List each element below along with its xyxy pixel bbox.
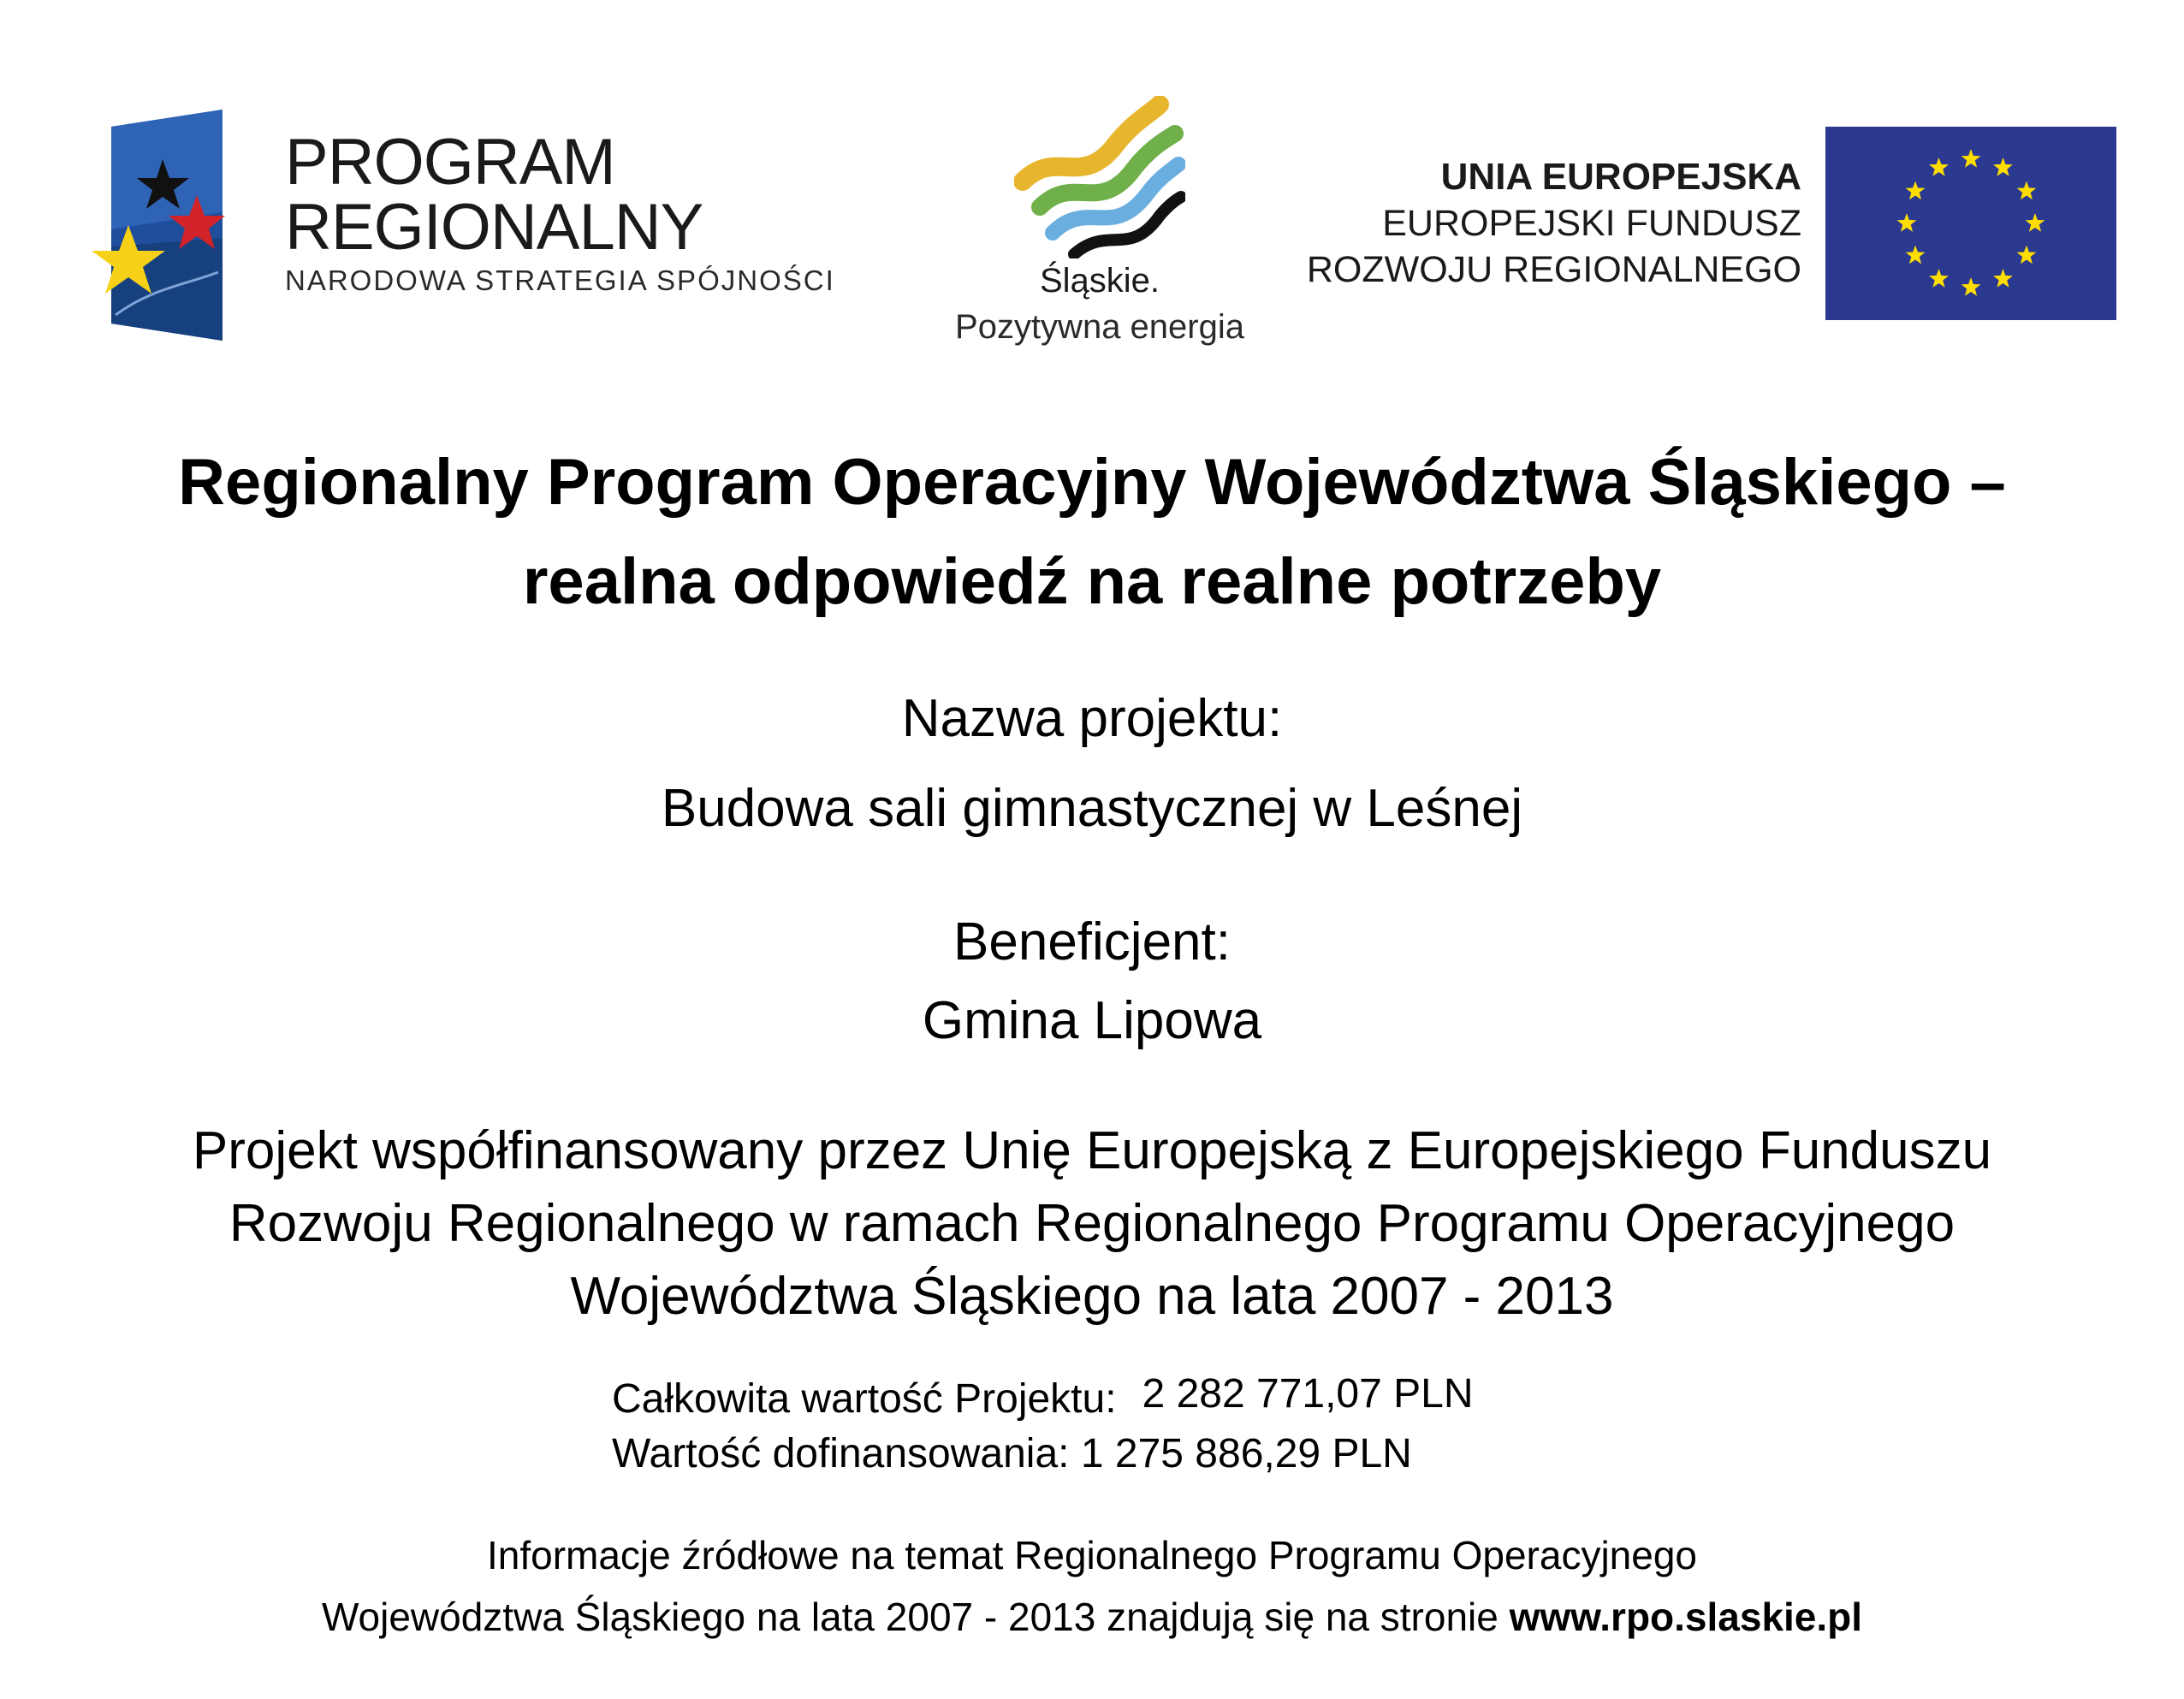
- eu-fund-line1: EUROPEJSKI FUNDUSZ: [1382, 203, 1801, 244]
- info-footer: [0, 1524, 2184, 1648]
- total-value: 2 282 771,07 PLN: [1142, 1371, 1474, 1417]
- slaskie-name: Śląskie.: [1039, 262, 1160, 300]
- eu-title: UNIA EUROPEJSKA: [1440, 156, 1801, 198]
- program-regionalny-logo: [81, 110, 227, 341]
- project-values: [612, 1372, 1474, 1482]
- program-regionalny-text: [285, 126, 835, 298]
- project-label: Nazwa projektu:: [901, 689, 1283, 748]
- slaskie-tagline: Pozytywna energia: [955, 308, 1244, 346]
- beneficiary-label: Beneficjent:: [953, 912, 1231, 971]
- eu-text: [1249, 154, 1801, 293]
- info-line2-text: Województwa Śląskiego na lata 2007 - 2013 znajdują się na stronie: [321, 1595, 1510, 1639]
- funding-value: 1 275 886,29 PLN: [1080, 1431, 1412, 1476]
- cofinance-line2: Rozwoju Regionalnego w ramach Regionalnego Programu Operacyjnego: [228, 1194, 1956, 1253]
- eu-fund-line2: ROZWOJU REGIONALNEGO: [1306, 249, 1801, 290]
- total-value-label: Całkowita wartość Projektu:: [612, 1376, 1117, 1422]
- headline-line1: Regionalny Program Operacyjny Województwa Śląskiego –: [178, 446, 2006, 519]
- info-line2: [0, 1586, 2184, 1648]
- eu-flag-icon: [1825, 127, 2116, 320]
- funding-value-row: [612, 1427, 1474, 1482]
- slaskie-waves-logo: [1014, 96, 1185, 258]
- program-title-line1: PROGRAM: [285, 126, 615, 199]
- project-name: Budowa sali gimnastycznej w Leśnej: [661, 779, 1523, 838]
- program-title-line2: REGIONALNY: [285, 191, 703, 264]
- total-value-row: [612, 1372, 1474, 1427]
- website-link[interactable]: www.rpo.slaskie.pl: [1509, 1595, 1863, 1639]
- program-subtitle: NARODOWA STRATEGIA SPÓJNOŚCI: [285, 264, 835, 296]
- cofinance-statement: [0, 1114, 2184, 1333]
- headline: [0, 433, 2184, 632]
- cofinance-line1: Projekt współfinansowany przez Unię Europejską z Europejskiego Funduszu: [192, 1121, 1992, 1180]
- beneficiary-name: Gmina Lipowa: [922, 991, 1262, 1050]
- cofinance-line3: Województwa Śląskiego na lata 2007 - 2013: [570, 1267, 1614, 1326]
- headline-line2: realna odpowiedź na realne potrzeby: [522, 545, 1662, 618]
- info-line1: Informacje źródłowe na temat Regionalnego Programu Operacyjnego: [486, 1533, 1697, 1577]
- funding-value-label: Wartość dofinansowania:: [612, 1431, 1070, 1476]
